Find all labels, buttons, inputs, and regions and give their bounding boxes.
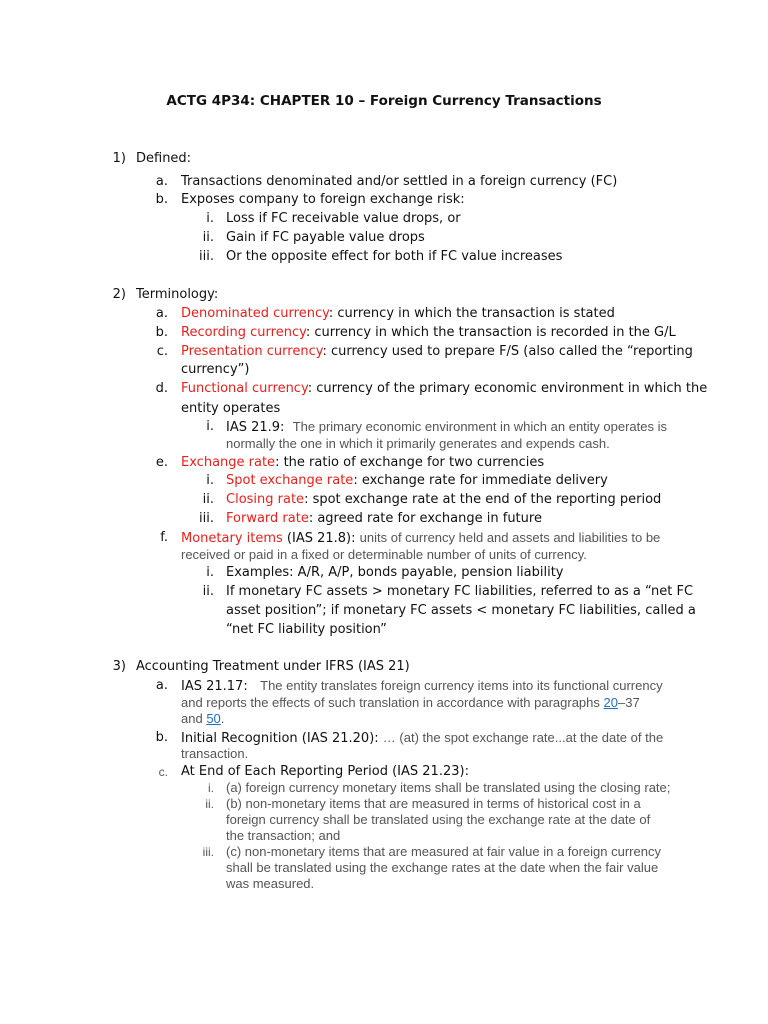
s2-a-marker: a. [155,306,168,321]
ias-21-9-label: IAS 21.9: [226,420,285,435]
s2-f-ii-marker: ii. [202,584,214,599]
s3-b-marker: b. [155,730,168,745]
s1-b-iii-text: Or the opposite effect for both if FC value increases [226,249,563,264]
initial-recognition-quote: … (at) the spot exchange rate...at the date of the [382,730,664,745]
s3-c-iii-line-3: was measured. [226,876,315,891]
section-2-heading: Terminology: [136,287,219,302]
section-3-heading: Accounting Treatment under IFRS (IAS 21) [136,659,410,674]
s2-f-i-text: Examples: A/R, A/P, bonds payable, pension liability [226,565,564,580]
s2-e-iii-line [226,511,542,527]
period-text: . [220,711,225,726]
s1-b-i-marker: i. [206,211,214,226]
s2-d-marker: d. [155,381,168,396]
s2-a-line [181,306,615,322]
s2-e-iii-marker: iii. [199,511,214,526]
s1-b-i-text: Loss if FC receivable value drops, or [226,211,461,226]
term-spot-exchange-rate: Spot exchange rate [226,473,354,488]
term-closing-rate: Closing rate [226,492,305,507]
s3-c-i-text: (a) foreign currency monetary items shall be translated using the closing rate; [226,780,671,795]
document-title: ACTG 4P34: CHAPTER 10 – Foreign Currency Transactions [166,93,602,109]
s2-f-ii-line-2: asset position”; if monetary FC assets < monetary FC liabilities, called a [226,603,696,618]
term-denominated-currency: Denominated currency [181,306,329,321]
s1-b-iii-marker: iii. [199,249,214,264]
s2-c-line [181,344,693,360]
s2-f-line [181,530,660,547]
s3-c-iii-marker: iii. [202,845,214,859]
s2-e-iii-definition: : agreed rate for exchange in future [308,511,542,526]
s2-d-i-marker: i. [206,419,214,434]
s2-e-i-marker: i. [206,473,214,488]
s2-e-marker: e. [155,455,168,470]
section-1-marker: 1) [112,151,126,166]
s3-c-iii-line-1: (c) non-monetary items that are measured at fair value in a foreign currency [226,844,661,859]
s2-e-ii-marker: ii. [202,492,214,507]
ias-21-9-quote: The primary economic environment in which an entity operates is [292,419,667,434]
s2-d-line-2: entity operates [181,401,281,416]
initial-recognition-quote-2: transaction. [181,746,249,761]
s1-b-ii-text: Gain if FC payable value drops [226,230,425,245]
s2-f-marker: f. [160,530,168,545]
s1-a-text: Transactions denominated and/or settled in a foreign currency (FC) [181,174,618,189]
s2-c-line-2: currency”) [181,362,250,377]
s3-c-ii-marker: ii. [205,797,214,811]
s2-e-i-line [226,473,608,489]
section-2-marker: 2) [112,287,126,302]
s2-f-quote: units of currency held and assets and liabilities to be [359,530,661,545]
s3-c-iii-line-2: shall be translated using the exchange rates at the date when the fair value [226,860,659,875]
s2-a-definition: : currency in which the transaction is stated [328,306,615,321]
term-forward-rate: Forward rate [226,511,309,526]
end-of-period-label: At End of Each Reporting Period (IAS 21.23): [181,764,469,779]
s2-f-reference: (IAS 21.8): [282,531,360,546]
s2-d-i-line [226,419,667,436]
s3-c-ii-line-1: (b) non-monetary items that are measured in terms of historical cost in a [226,796,641,811]
paragraph-range-dash: –37 [617,695,640,710]
s1-b-marker: b. [155,192,168,207]
s2-d-definition: : currency of the primary economic environment in which the [307,381,708,396]
ias-21-17-quote-2-text: and reports the effects of such translation in accordance with paragraphs [181,695,604,710]
s2-b-definition: : currency in which the transaction is recorded in the G/L [305,325,676,340]
s2-d-line [181,381,707,397]
s2-e-i-definition: : exchange rate for immediate delivery [353,473,608,488]
and-text: and [181,711,207,726]
s2-c-marker: c. [156,344,168,359]
s2-c-definition: : currency used to prepare F/S (also called the “reporting [322,344,693,359]
paragraph-20-link[interactable]: 20 [603,695,618,710]
s2-f-i-marker: i. [206,565,214,580]
s2-f-ii-line-3: “net FC liability position” [226,622,387,637]
s3-c-i-marker: i. [208,781,214,795]
s2-b-line [181,325,676,341]
s3-b-line [181,730,663,747]
ias-21-9-quote-2: normally the one in which it primarily generates and expends cash. [226,436,610,451]
term-functional-currency: Functional currency [181,381,308,396]
initial-recognition-label: Initial Recognition (IAS 21.20): [181,731,383,746]
paragraph-50-link[interactable]: 50 [206,711,221,726]
s2-b-marker: b. [155,325,168,340]
term-presentation-currency: Presentation currency [181,344,323,359]
s3-c-marker: c. [158,765,168,779]
s1-b-text: Exposes company to foreign exchange risk: [181,192,465,207]
s2-e-ii-line [226,492,661,508]
ias-21-17-quote-3 [181,711,224,727]
term-monetary-items: Monetary items [181,531,283,546]
s3-a-line [181,678,663,695]
section-1-heading: Defined: [136,151,192,166]
term-exchange-rate: Exchange rate [181,455,276,470]
s2-e-ii-definition: : spot exchange rate at the end of the reporting period [304,492,662,507]
ias-21-17-quote: The entity translates foreign currency items into its functional currency [260,678,663,693]
s1-a-marker: a. [155,174,168,189]
ias-21-17-quote-2 [181,695,640,711]
ias-21-17-label: IAS 21.17: [181,679,248,694]
s1-b-ii-marker: ii. [202,230,214,245]
s2-f-quote-2: received or paid in a fixed or determinable number of units of currency. [181,547,587,562]
section-3-marker: 3) [112,659,126,674]
s2-f-ii-line-1: If monetary FC assets > monetary FC liabilities, referred to as a “net FC [226,584,694,599]
s3-c-ii-line-3: the transaction; and [226,828,341,843]
term-recording-currency: Recording currency [181,325,306,340]
s2-e-line [181,455,544,471]
s3-a-marker: a. [155,678,168,693]
s3-c-ii-line-2: foreign currency shall be translated using the exchange rate at the date of [226,812,651,827]
s2-e-definition: : the ratio of exchange for two currencies [275,455,545,470]
